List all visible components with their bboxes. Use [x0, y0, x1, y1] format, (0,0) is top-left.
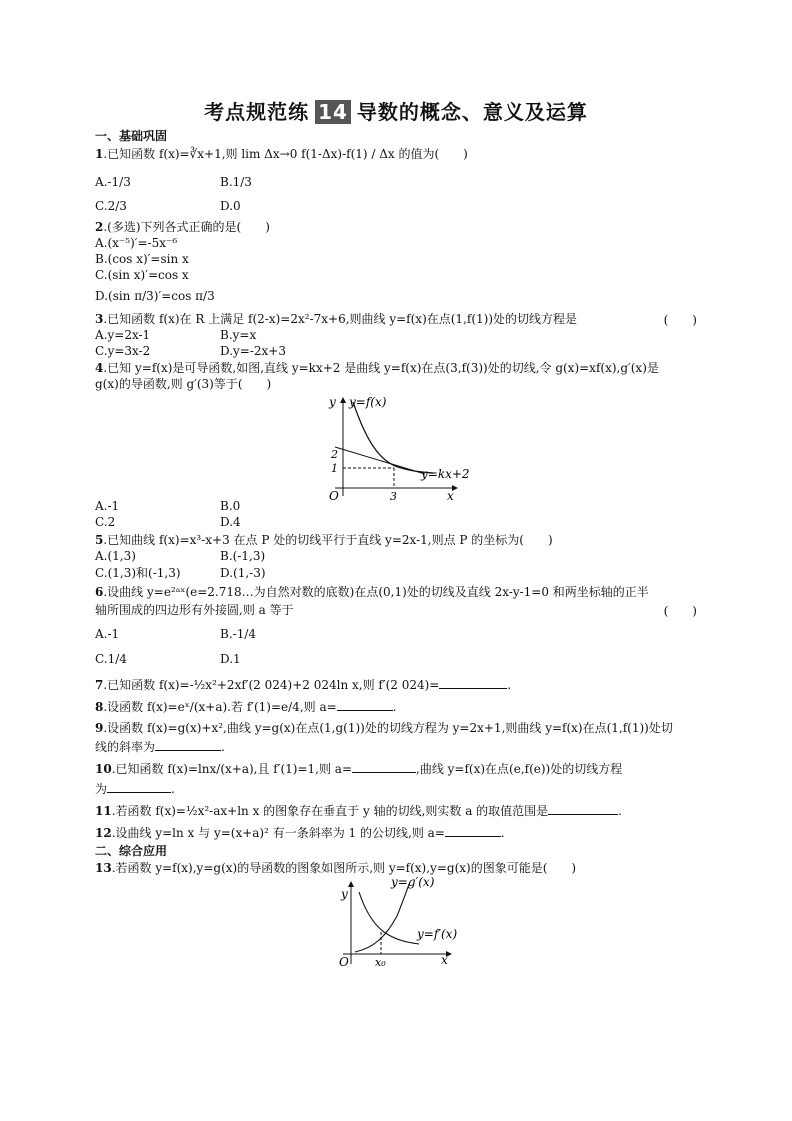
q3-option-d: D.y=-2x+3: [220, 344, 286, 358]
question-8: [95, 698, 396, 715]
q10-text-mid: ,曲线 y=f(x)在点(e,f(e))处的切线方程: [416, 762, 623, 776]
q1-option-a: A.-1/3: [95, 175, 131, 189]
q12-answer-blank: [445, 824, 501, 837]
q6-number: 6: [95, 585, 104, 599]
q7-text: .已知函数 f(x)=-½x²+2xf′(2 024)+2 024ln x,则 f′(2 024)=: [103, 678, 440, 692]
q4-tick-3: 3: [390, 490, 397, 502]
question-12: [95, 824, 505, 841]
q13-label-x: x: [441, 953, 448, 967]
q4-label-line: y=kx+2: [421, 467, 470, 481]
q5-option-b: B.(-1,3): [220, 549, 266, 563]
question-13: [95, 860, 576, 876]
q11-end: .: [618, 804, 622, 818]
q6-option-d: D.1: [220, 652, 241, 666]
q4-figure: [325, 392, 475, 502]
q2-option-c: C.(sin x)′=cos x: [95, 268, 189, 282]
q1-text: .已知函数 f(x)=∛x+1,则 lim Δx→0 f(1-Δx)-f(1) / Δx 的值为( ): [103, 147, 468, 161]
question-5: [95, 532, 553, 548]
q13-label-f: y=f′(x): [417, 927, 458, 941]
q7-answer-blank: [439, 676, 507, 689]
question-6-line-2: 轴所围成的四边形有外接圆,则 a 等于: [95, 603, 294, 617]
q4-label-y: y: [329, 395, 336, 409]
q13-label-y: y: [341, 887, 348, 901]
q8-number: 8: [95, 700, 104, 714]
q1-number: 1: [95, 147, 104, 161]
title-number-badge: 14: [315, 100, 351, 124]
q12-text: .设曲线 y=ln x 与 y=(x+a)² 有一条斜率为 1 的公切线,则 a=: [111, 826, 445, 840]
q8-end: .: [392, 700, 397, 714]
question-6-line-1: [95, 584, 649, 600]
question-10-line-1: [95, 760, 622, 777]
section-basic: 一、基础巩固: [95, 129, 168, 143]
q10-text-2: 为: [95, 782, 108, 796]
q2-option-b: B.(cos x)′=sin x: [95, 252, 189, 266]
q13-text: .若函数 y=f(x),y=g(x)的导函数的图象如图所示,则 y=f(x),y=g(x)的图象可能是( ): [111, 861, 577, 875]
q9-text-2: 线的斜率为: [95, 740, 156, 754]
q4-label-x: x: [447, 489, 454, 502]
q13-label-o: O: [339, 955, 349, 968]
q9-answer-blank: [155, 738, 221, 751]
q1-option-c: C.2/3: [95, 199, 127, 213]
q4-option-c: C.2: [95, 515, 116, 529]
q1-option-d: D.0: [220, 199, 241, 213]
q9-end: .: [221, 740, 225, 754]
q2-text: .(多选)下列各式正确的是( ): [103, 220, 270, 234]
q4-option-b: B.0: [220, 499, 241, 513]
question-7: [95, 676, 511, 693]
page-title: [0, 96, 792, 125]
q13-number: 13: [95, 861, 112, 875]
q3-number: 3: [95, 312, 104, 326]
q2-number: 2: [95, 220, 104, 234]
q4-curve-f: [353, 402, 433, 473]
q13-curve-g-prime: [355, 884, 409, 952]
q6-answer-bracket: ( ): [663, 604, 697, 618]
q10-number: 10: [95, 762, 112, 776]
question-9-line-2: [95, 738, 225, 755]
q4-label-o: O: [329, 489, 339, 502]
q8-answer-blank: [337, 698, 393, 711]
q2-option-d: D.(sin π/3)′=cos π/3: [95, 289, 215, 303]
q10-text: .已知函数 f(x)=lnx/(x+a),且 f′(1)=1,则 a=: [111, 762, 352, 776]
question-11: [95, 802, 622, 819]
q4-label-curve: y=f(x): [349, 395, 387, 409]
q10-end: .: [171, 782, 175, 796]
q5-number: 5: [95, 533, 104, 547]
q5-option-d: D.(1,-3): [220, 566, 266, 580]
q3-option-a: A.y=2x-1: [95, 328, 151, 342]
q4-number: 4: [95, 361, 104, 375]
q11-answer-blank: [548, 802, 618, 815]
title-prefix: 考点规范练: [204, 100, 310, 124]
q6-option-c: C.1/4: [95, 652, 127, 666]
q3-answer-bracket: ( ): [663, 313, 697, 327]
question-2: [95, 219, 270, 235]
q7-number: 7: [95, 678, 104, 692]
q4-tick-1: 1: [331, 462, 338, 475]
q13-curve-f-prime: [359, 892, 419, 944]
q5-text: .已知曲线 f(x)=x³-x+3 在点 P 处的切线平行于直线 y=2x-1,则点 P 的坐标为( ): [103, 533, 553, 547]
q6-option-a: A.-1: [95, 627, 120, 641]
q13-label-x0: x₀: [375, 956, 386, 968]
q6-text-1: .设曲线 y=e²ᵃˣ(e=2.718…为自然对数的底数)在点(0,1)处的切线及直线 2x-y-1=0 和两坐标轴的正半: [103, 585, 649, 599]
q4-text-1: .已知 y=f(x)是可导函数,如图,直线 y=kx+2 是曲线 y=f(x)在点(3,f(3))处的切线,令 g(x)=xf(x),g′(x)是: [103, 361, 659, 375]
q5-option-a: A.(1,3): [95, 549, 136, 563]
title-suffix: 导数的概念、意义及运算: [356, 100, 588, 124]
question-4-line-1: [95, 360, 659, 376]
question-3: [95, 311, 577, 327]
section-comprehensive: 二、综合应用: [95, 844, 168, 858]
q2-option-a: A.(x⁻⁵)′=-5x⁻⁶: [95, 236, 178, 250]
q10-answer-blank-1: [352, 760, 416, 773]
q4-tangent-line: [335, 447, 425, 474]
q12-end: .: [500, 826, 505, 840]
q4-tick-2: 2: [331, 448, 338, 461]
q11-text: .若函数 f(x)=½x²-ax+ln x 的图象存在垂直于 y 轴的切线,则实数 a 的取值范围是: [111, 804, 549, 818]
question-9-line-1: [95, 720, 673, 736]
q8-text: .设函数 f(x)=eˣ/(x+a).若 f′(1)=e/4,则 a=: [103, 700, 337, 714]
q13-label-g: y=g′(x): [391, 876, 435, 889]
q3-text: .已知函数 f(x)在 R 上满足 f(2-x)=2x²-7x+6,则曲线 y=f(x)在点(1,f(1))处的切线方程是: [103, 312, 578, 326]
q13-figure: [335, 876, 460, 968]
question-4-line-2: g(x)的导函数,则 g′(3)等于( ): [95, 377, 272, 391]
q10-answer-blank-2: [107, 780, 171, 793]
question-10-line-2: [95, 780, 175, 797]
q7-end: .: [507, 678, 512, 692]
q1-option-b: B.1/3: [220, 175, 252, 189]
q6-option-b: B.-1/4: [220, 627, 256, 641]
q9-number: 9: [95, 721, 104, 735]
question-1: [95, 146, 468, 162]
q4-option-a: A.-1: [95, 499, 120, 513]
q11-number: 11: [95, 804, 112, 818]
q12-number: 12: [95, 826, 112, 840]
q4-option-d: D.4: [220, 515, 241, 529]
q3-option-b: B.y=x: [220, 328, 257, 342]
q9-text-1: .设函数 f(x)=g(x)+x²,曲线 y=g(x)在点(1,g(1))处的切线方程为 y=2x+1,则曲线 y=f(x)在点(1,f(1))处切: [103, 721, 673, 735]
q5-option-c: C.(1,3)和(-1,3): [95, 566, 181, 580]
q3-option-c: C.y=3x-2: [95, 344, 151, 358]
